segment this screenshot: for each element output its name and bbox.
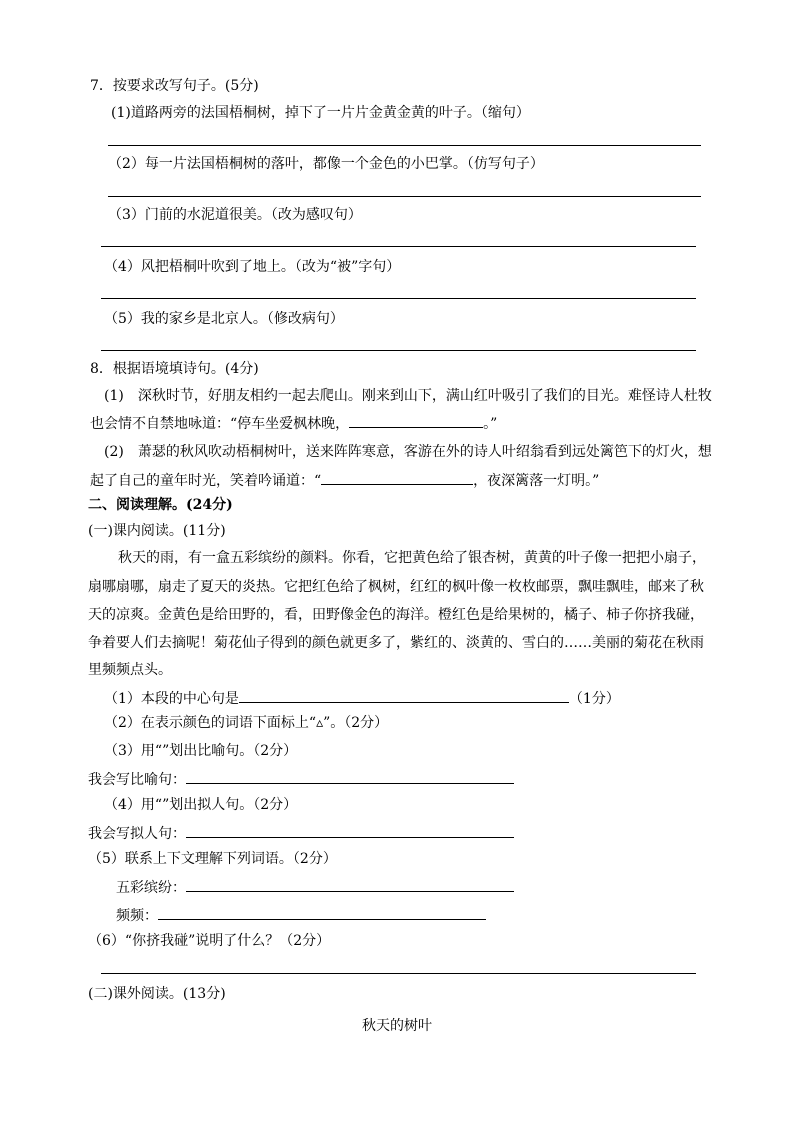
fill-blank[interactable]: [186, 823, 514, 838]
passage-line: 争着要人们去摘呢！菊花仙子得到的颜色就更多了，紫红的、淡黄的、雪白的……美丽的菊花在秋雨: [88, 635, 704, 651]
reading-q6: （6）“你挤我碰”说明了什么？（2分）: [88, 933, 331, 949]
fill-blank[interactable]: [321, 470, 473, 485]
passage-line: 扇哪扇哪，扇走了夏天的炎热。它把红色给了枫树，红红的枫叶像一枚枚邮票，飘哇飘哇，邮来了秋: [88, 579, 704, 595]
answer-line[interactable]: [101, 973, 696, 974]
answer-line[interactable]: [108, 145, 701, 146]
answer-line[interactable]: [108, 196, 701, 197]
reading-q2: （2）在表示颜色的词语下面标上“▵”。（2分）: [104, 715, 389, 731]
reading-q1: （1）本段的中心句是 （1分）: [104, 688, 620, 708]
q7-item-4: （4）风把梧桐叶吹到了地上。（改为“被”字句）: [104, 259, 401, 275]
answer-line[interactable]: [101, 350, 696, 351]
fill-blank[interactable]: [158, 905, 486, 920]
passage-line: 里频频点头。: [88, 662, 172, 678]
fill-blank[interactable]: [349, 413, 483, 428]
reading-q3: （3）用“”划出比喻句。（2分）: [104, 743, 298, 759]
q8-p2-line2: 起了自己的童年时光，笑着吟诵道：“ ，夜深篱落一灯明。”: [90, 470, 599, 490]
q7-item-1: (1)道路两旁的法国梧桐树，掉下了一片片金黄金黄的叶子。（缩句）: [111, 105, 530, 121]
reading-q3-write: 我会写比喻句：: [88, 769, 514, 789]
q7-item-2: （2）每一片法国梧桐树的落叶，都像一个金色的小巴掌。（仿写句子）: [108, 156, 544, 172]
q8-title: 8．根据语境填诗句。(4分): [90, 361, 259, 377]
q8-p1-line1: (1) 深秋时节，好朋友相约一起去爬山。刚来到山下，满山红叶吸引了我们的目光。难怪诗人杜牧: [104, 388, 712, 404]
part2-title: (二)课外阅读。(13分): [88, 986, 226, 1002]
answer-line[interactable]: [101, 298, 696, 299]
q8-p2-line1: (2) 萧瑟的秋风吹动梧桐树叶，送来阵阵寒意，客游在外的诗人叶绍翁看到远处篱笆下的灯火，想: [104, 444, 712, 460]
q7-item-5: （5）我的家乡是北京人。（修改病句）: [104, 311, 344, 327]
reading-q5: （5）联系上下文理解下列词语。（2分）: [88, 851, 337, 867]
q7-item-3: （3）门前的水泥道很美。（改为感叹句）: [108, 207, 362, 223]
reading-q4: （4）用“”划出拟人句。（2分）: [104, 797, 298, 813]
reading-q4-write: 我会写拟人句：: [88, 823, 514, 843]
fill-blank[interactable]: [239, 688, 569, 703]
fill-blank[interactable]: [186, 769, 514, 784]
reading-q5-word1: 五彩缤纷：: [116, 877, 514, 897]
section2-title: 二、阅读理解。(24分): [88, 497, 233, 513]
answer-line[interactable]: [101, 246, 696, 247]
q7-title: 7．按要求改写句子。(5分): [90, 78, 259, 94]
passage-line: 天的凉爽。金黄色是给田野的，看，田野像金色的海洋。橙红色是给果树的，橘子、柿子你挤我碰，: [88, 607, 704, 623]
passage-line: 秋天的雨，有一盒五彩缤纷的颜料。你看，它把黄色给了银杏树，黄黄的叶子像一把把小扇子，: [118, 550, 706, 566]
reading-q5-word2: 频频：: [116, 905, 486, 925]
part1-title: (一)课内阅读。(11分): [88, 523, 226, 539]
q8-p1-line2: 也会情不自禁地咏道：“停车坐爱枫林晚， 。”: [90, 413, 497, 433]
fill-blank[interactable]: [186, 877, 514, 892]
passage-heading: 秋天的树叶: [362, 1018, 432, 1034]
